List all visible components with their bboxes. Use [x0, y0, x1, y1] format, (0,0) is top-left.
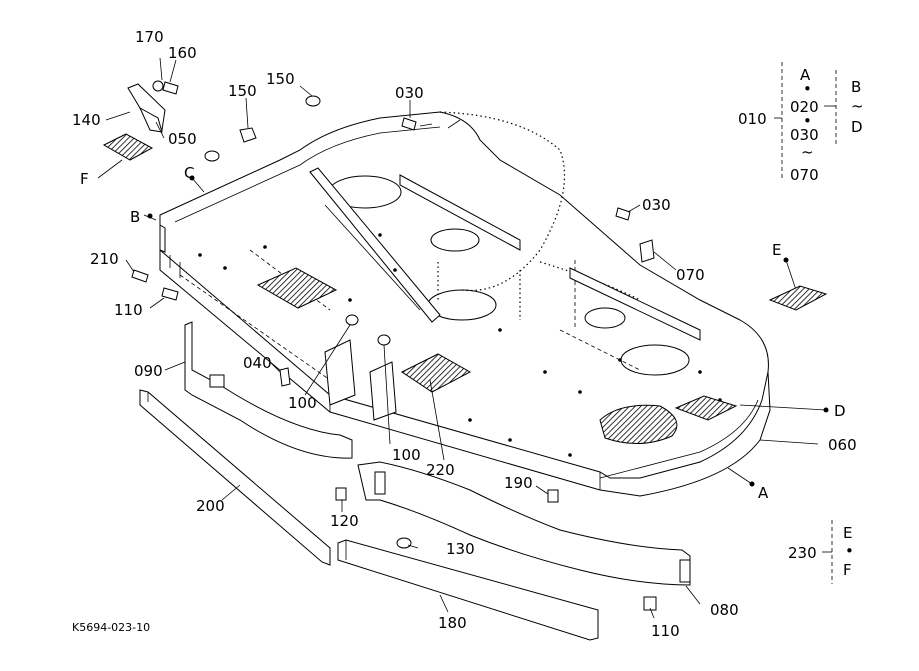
callout-A: A	[758, 484, 769, 502]
callout-030: 030	[642, 196, 671, 214]
legend-item-070: 070	[790, 166, 819, 184]
legend-item-A: A	[800, 66, 811, 84]
callout-200: 200	[196, 497, 225, 515]
callout-100: 100	[288, 394, 317, 412]
legend-item-030: 030	[790, 126, 819, 144]
callout-070: 070	[676, 266, 705, 284]
callout-140: 140	[72, 111, 101, 129]
legend-item-E: E	[843, 524, 853, 542]
callout-B: B	[130, 208, 141, 226]
legend-item-F: F	[843, 561, 852, 579]
mower-deck	[160, 112, 770, 496]
callout-F: F	[80, 170, 89, 188]
callout-160: 160	[168, 44, 197, 62]
callout-150: 150	[266, 70, 295, 88]
legend-range: ~	[801, 143, 814, 161]
legend-bullet: •	[803, 112, 812, 130]
callout-080: 080	[710, 601, 739, 619]
callout-120: 120	[330, 512, 359, 530]
guard-clip	[210, 375, 224, 387]
legend-item-B: B	[851, 78, 862, 96]
callout-110: 110	[114, 301, 143, 319]
callout-C: C	[184, 164, 195, 182]
legend-bottom	[788, 520, 854, 584]
legend-ref-230: 230	[788, 544, 817, 562]
callout-210: 210	[90, 250, 119, 268]
legend-item-020: 020	[790, 98, 819, 116]
legend-item-D: D	[851, 118, 863, 136]
callout-170: 170	[135, 28, 164, 46]
legend-ref-010: 010	[738, 110, 767, 128]
callout-050: 050	[168, 130, 197, 148]
callout-220: 220	[426, 461, 455, 479]
decal-F	[104, 134, 152, 160]
decal-E	[770, 286, 826, 310]
legend-range: ~	[851, 97, 864, 115]
callout-030: 030	[395, 84, 424, 102]
callout-060: 060	[828, 436, 857, 454]
guard-tab-2	[680, 560, 690, 582]
callout-E: E	[772, 241, 782, 259]
callout-100: 100	[392, 446, 421, 464]
callout-D: D	[834, 402, 846, 420]
figure-code: K5694-023-10	[72, 621, 151, 634]
legend-bullet: •	[803, 80, 812, 98]
legend-bullet: •	[845, 542, 854, 560]
callout-150: 150	[228, 82, 257, 100]
callout-130: 130	[446, 540, 475, 558]
callout-180: 180	[438, 614, 467, 632]
callout-040: 040	[243, 354, 272, 372]
callout-190: 190	[504, 474, 533, 492]
guard-tab	[375, 472, 385, 494]
legend-top	[738, 62, 864, 184]
callout-090: 090	[134, 362, 163, 380]
callout-110: 110	[651, 622, 680, 640]
